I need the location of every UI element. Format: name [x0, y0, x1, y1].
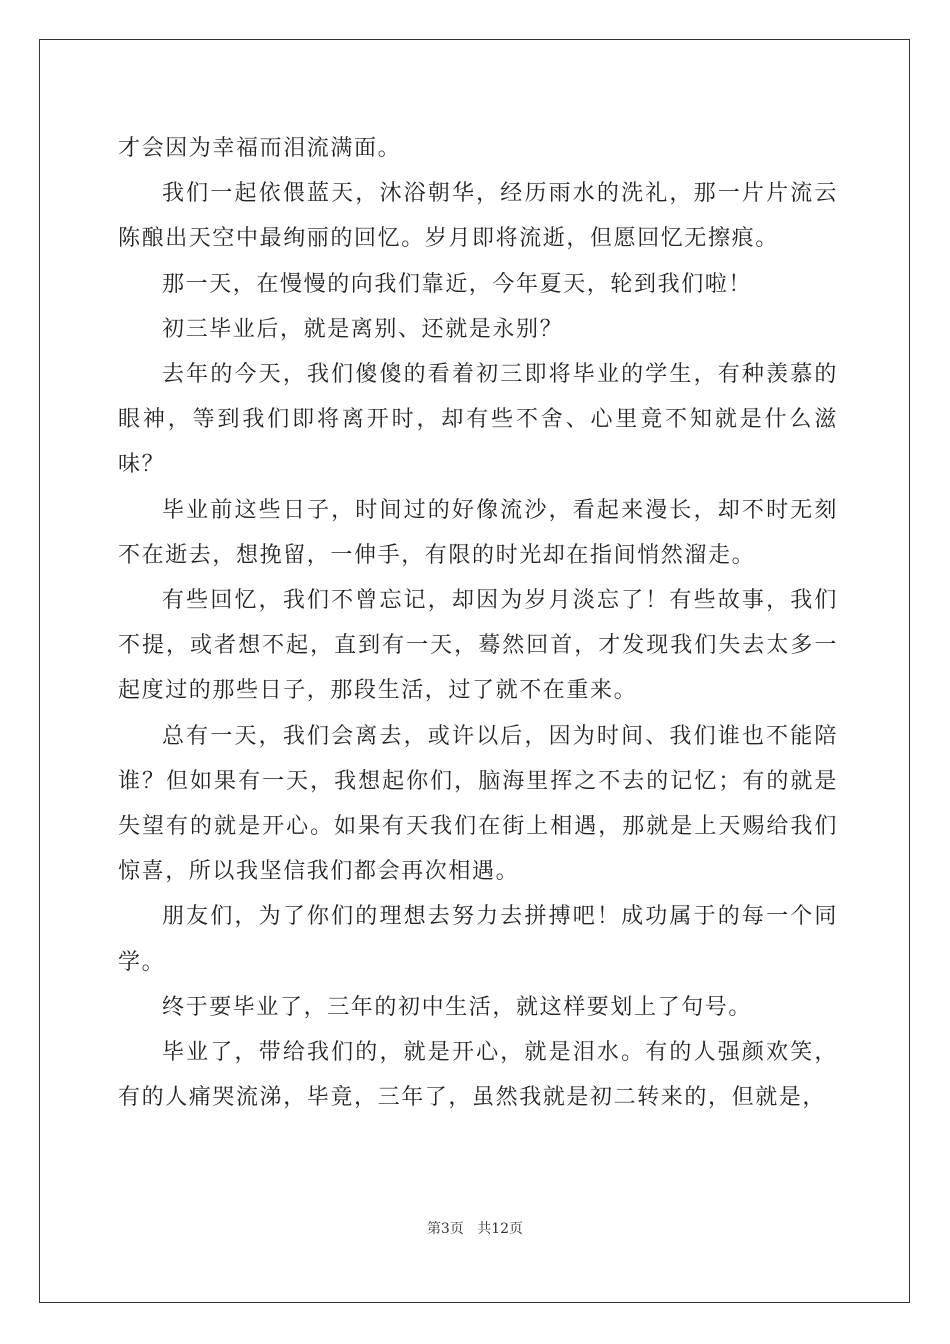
- paragraph-8: 总有一天，我们会离去，或许以后，因为时间、我们谁也不能陪谁？但如果有一天，我想起你们，脑海里挥之不去的记忆；有的就是失望有的就是开心。如果有天我们在街上相遇，那就是上天赐给我们惊喜，所以我坚信我们都会再次相遇。: [118, 723, 838, 885]
- paragraph-7: 有些回忆，我们不曾忘记，却因为岁月淡忘了！有些故事，我们不提，或者想不起，直到有一天，蓦然回首，才发现我们失去太多一起度过的那些日子，那段生活，过了就不在重来。: [118, 588, 838, 704]
- paragraph-6: 毕业前这些日子，时间过的好像流沙，看起来漫长，却不时无刻不在逝去，想挽留，一伸手，有限的时光却在指间悄然溜走。: [118, 497, 838, 568]
- page-footer: [0, 1218, 950, 1238]
- page-number: 第3页: [426, 1221, 464, 1237]
- paragraph-4: 初三毕业后，就是离别、还就是永别？: [162, 316, 564, 342]
- paragraph-1: 才会因为幸福而泪流满面。: [118, 136, 402, 161]
- paragraph-2: 我们一起依偎蓝天，沐浴朝华，经历雨水的洗礼，那一片片流云陈酿出天空中最绚丽的回忆。岁月即将流逝，但愿回忆无擦痕。: [118, 181, 838, 252]
- document-body: [118, 126, 838, 1120]
- paragraph-11: 毕业了，带给我们的，就是开心，就是泪水。有的人强颜欢笑，有的人痛哭流涕，毕竟，三年了，虽然我就是初二转来的，但就是，: [118, 1040, 838, 1111]
- paragraph-3: 那一天，在慢慢的向我们靠近，今年夏天，轮到我们啦！: [162, 271, 753, 297]
- paragraph-9: 朋友们，为了你们的理想去努力去拼搏吧！成功属于的每一个同学。: [118, 904, 838, 975]
- paragraph-10: 终于要毕业了，三年的初中生活，就这样要划上了句号。: [162, 994, 753, 1020]
- paragraph-5: 去年的今天，我们傻傻的看着初三即将毕业的学生，有种羡慕的眼神，等到我们即将离开时，却有些不舍、心里竟不知就是什么滋味？: [118, 362, 838, 478]
- page-total: 共12页: [477, 1221, 524, 1237]
